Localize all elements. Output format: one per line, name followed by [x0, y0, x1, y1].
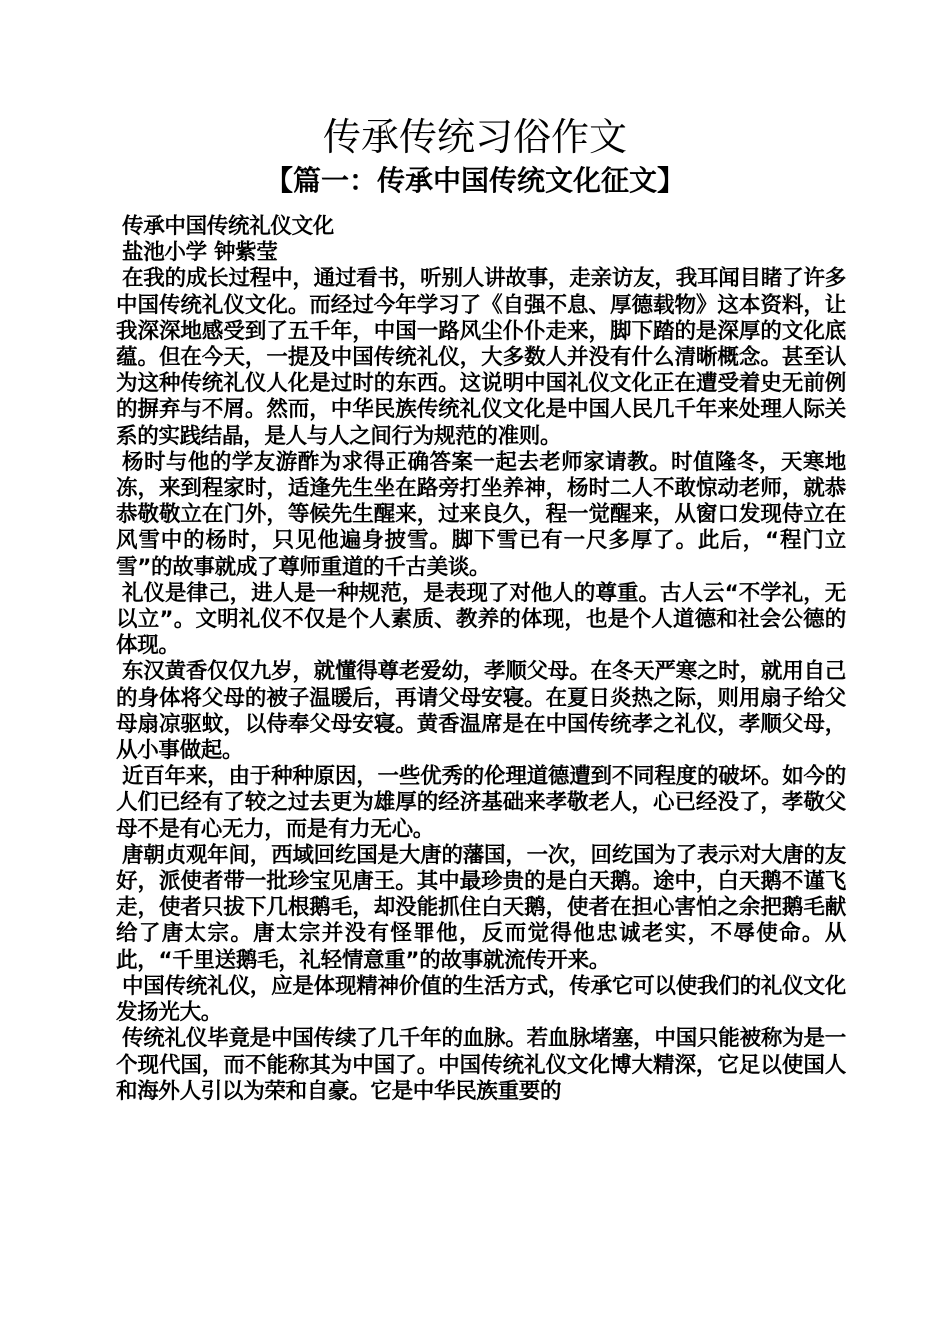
paragraph: 唐朝贞观年间，西域回纥国是大唐的藩国，一次，回纥国为了表示对大唐的友好，派使者带一批珍宝见唐王。其中最珍贵的是白天鹅。途中，白天鹅不谨飞走，使者只拔下几根鹅毛，却没能抓住白天鹅，使者在担心害怕之余把鹅毛献给了唐太宗。唐太宗并没有怪罪他，反而觉得他忠诚老实，不辱使命。从此，“千里送鹅毛，礼轻情意重”的故事就流传开来。	[116, 842, 846, 973]
paragraph: 杨时与他的学友游酢为求得正确答案一起去老师家请教。时值隆冬，天寒地冻，来到程家时，适逢先生坐在路旁打坐养神，杨时二人不敢惊动老师，就恭恭敬敬立在门外，等候先生醒来，过来良久，程一觉醒来，从窗口发现侍立在风雪中的杨时，只见他遍身披雪。脚下雪已有一尺多厚了。此后，“程门立雪”的故事就成了尊师重道的千古美谈。	[116, 449, 846, 580]
article-title: 传承中国传统礼仪文化	[122, 214, 335, 239]
paragraph: 近百年来，由于种种原因，一些优秀的伦理道德遭到不同程度的破坏。如今的人们已经有了较之过去更为雄厚的经济基础来孝敬老人，心已经没了，孝敬父母不是有心无力，而是有力无心。	[116, 764, 846, 842]
paragraph: 传统礼仪毕竟是中国传续了几千年的血脉。若血脉堵塞，中国只能被称为是一个现代国，而不能称其为中国了。中国传统礼仪文化博大精深，它足以使国人和海外人引以为荣和自豪。它是中华民族重要的	[116, 1026, 846, 1104]
paragraph: 礼仪是律己，进人是一种规范，是表现了对他人的尊重。古人云“不学礼，无以立”。文明礼仪不仅是个人素质、教养的体现，也是个人道德和社会公德的体现。	[116, 580, 846, 659]
document-title: 传承传统习俗作文	[322, 115, 627, 159]
author-line: 盐池小学 钟紫莹	[122, 240, 278, 266]
paragraph: 东汉黄香仅仅九岁，就懂得尊老爱幼，孝顺父母。在冬天严寒之时，就用自己的身体将父母的被子温暖后，再请父母安寝。在夏日炎热之际，则用扇子给父母扇凉驱蚊，以侍奉父母安寝。黄香温席是在中国传统孝之礼仪，孝顺父母，从小事做起。	[116, 659, 846, 764]
article-body	[116, 214, 846, 1105]
paragraph: 在我的成长过程中，通过看书，听别人讲故事，走亲访友，我耳闻目睹了许多中国传统礼仪文化。而经过今年学习了《自强不息、厚德载物》这本资料，让我深深地感受到了五千年，中国一路风尘仆仆走来，脚下踏的是深厚的文化底蕴。但在今天，一提及中国传统礼仪，大多数人并没有什么清晰概念。甚至认为这种传统礼仪人化是过时的东西。这说明中国礼仪文化正在遭受着史无前例的摒弃与不屑。然而，中华民族传统礼仪文化是中国人民几千年来处理人际关系的实践结晶，是人与人之间行为规范的准则。	[116, 266, 846, 449]
paragraph: 中国传统礼仪，应是体现精神价值的生活方式，传承它可以使我们的礼仪文化发扬光大。	[116, 973, 846, 1026]
document-subtitle: 【篇一：传承中国传统文化征文】	[264, 164, 685, 197]
